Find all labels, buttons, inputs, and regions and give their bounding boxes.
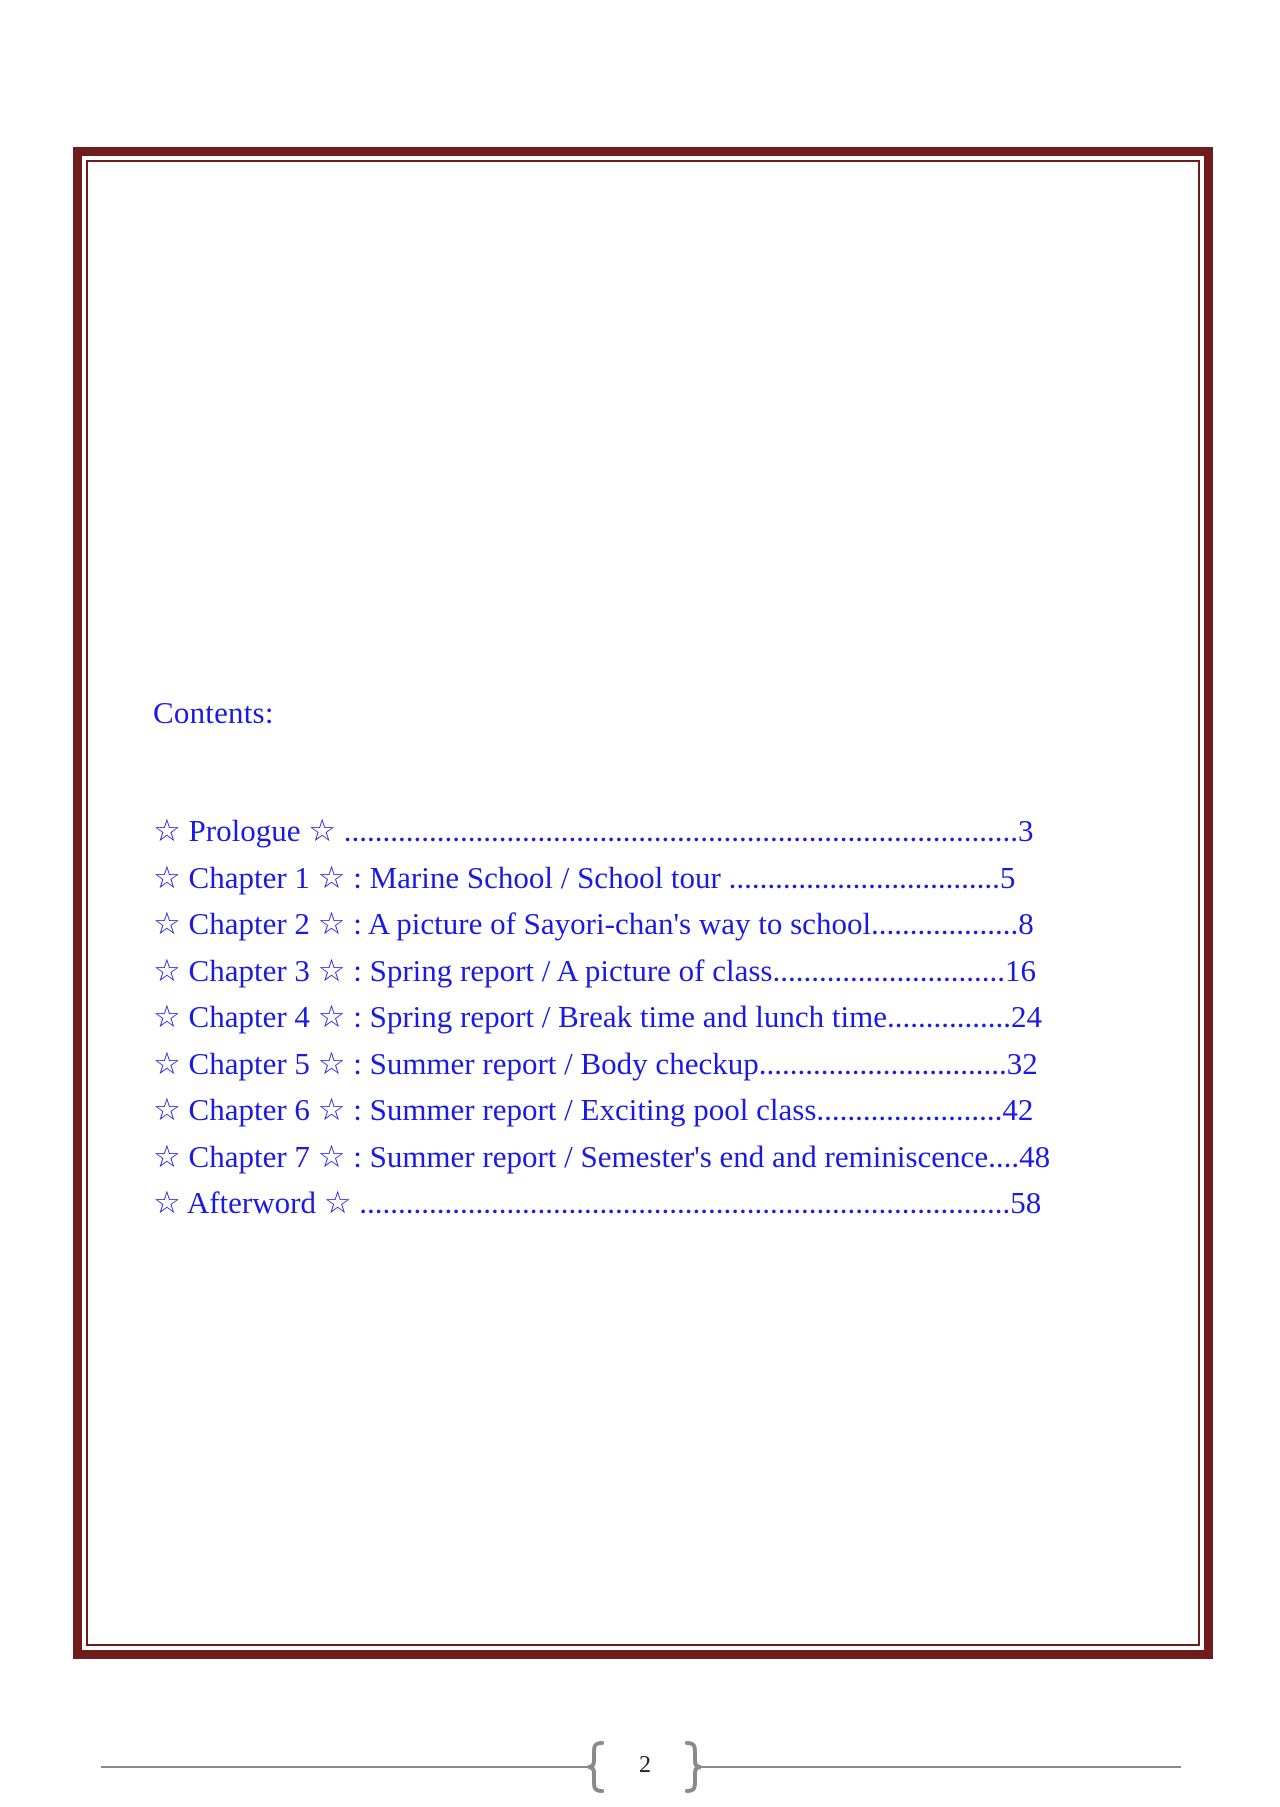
toc-entry-chapter-5: ☆ Chapter 5 ☆ : Summer report / Body checkup................................32 (153, 1045, 1038, 1081)
table-of-contents (153, 808, 1163, 1227)
toc-entry-chapter-3: ☆ Chapter 3 ☆ : Spring report / A picture of class..............................16 (153, 952, 1037, 988)
toc-entry-prologue: ☆ Prologue ☆ .......................................................................................3 (153, 813, 1034, 848)
contents-heading: Contents: (153, 695, 274, 730)
left-brace-icon (586, 1741, 606, 1793)
footer-rule-right (700, 1766, 1181, 1768)
toc-entry-chapter-4: ☆ Chapter 4 ☆ : Spring report / Break time and lunch time................24 (153, 999, 1042, 1034)
toc-entry-chapter-6: ☆ Chapter 6 ☆ : Summer report / Exciting pool class........................42 (153, 1092, 1034, 1127)
page-number: 2 (639, 1752, 651, 1778)
toc-entry-chapter-1: ☆ Chapter 1 ☆ : Marine School / School tour ...................................5 (153, 859, 1016, 895)
toc-entry-chapter-7: ☆ Chapter 7 ☆ : Summer report / Semester's end and reminiscence....48 (153, 1138, 1051, 1174)
footer-rule-left (101, 1766, 589, 1768)
toc-entry-afterword: ☆ Afterword ☆ ....................................................................................58 (153, 1185, 1042, 1220)
toc-entry-chapter-2: ☆ Chapter 2 ☆ : A picture of Sayori-chan's way to school...................8 (153, 906, 1034, 941)
right-brace-icon (683, 1741, 703, 1793)
